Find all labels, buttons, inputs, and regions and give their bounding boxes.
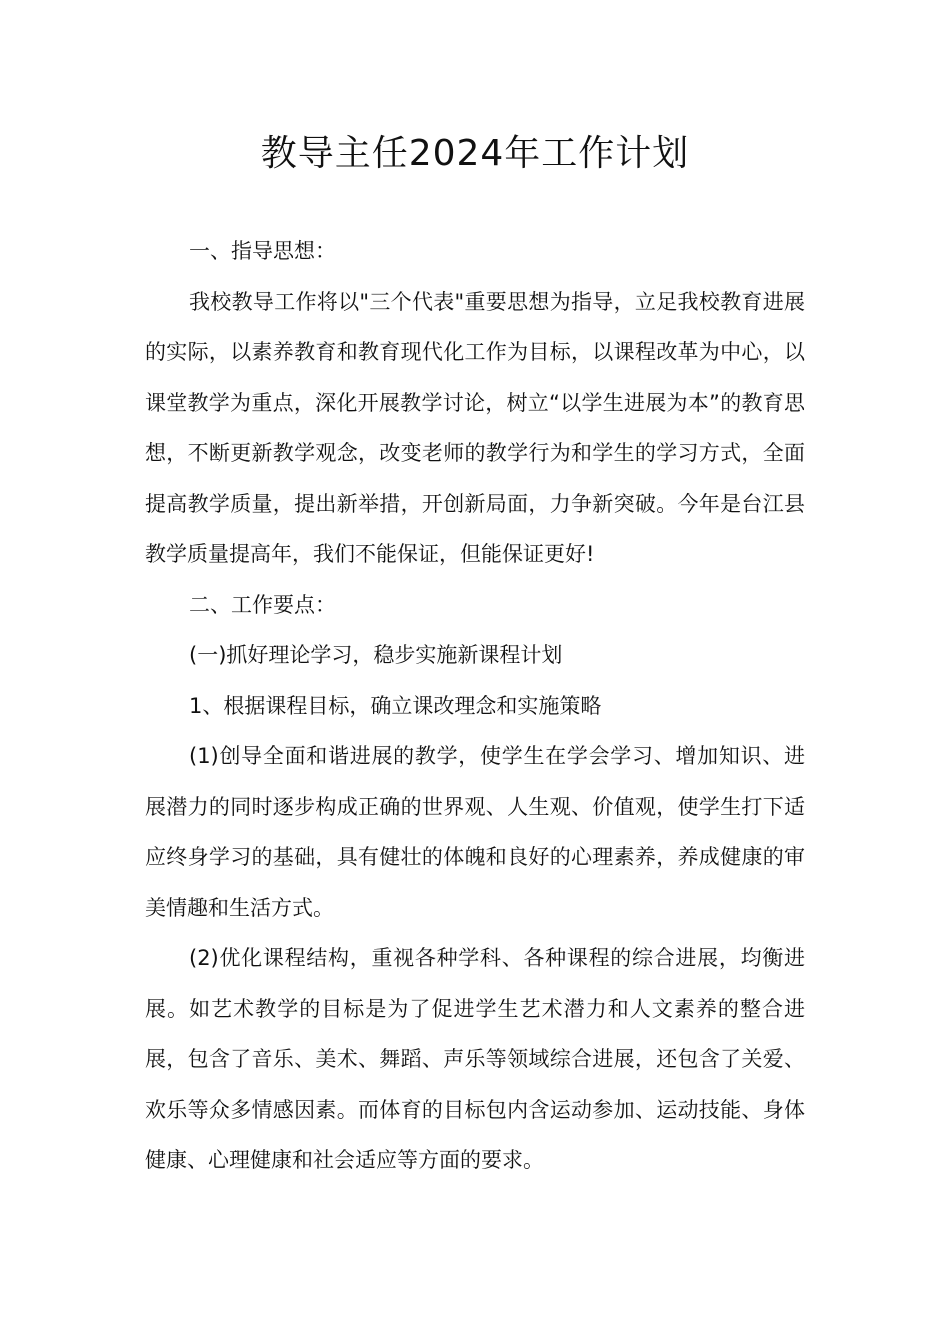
paragraph-guiding-thought: 我校教导工作将以"三个代表"重要思想为指导，立足我校教育进展的实际，以素养教育和教育现代化工作为目标，以课程改革为中心，以课堂教学为重点，深化开展教学讨论，树立“以学生进展为本”的教育思想，不断更新教学观念，改变老师的教学行为和学生的学习方式，全面提高教学质量，提出新举措，开创新局面，力争新突破。今年是台江县教学质量提高年，我们不能保证，但能保证更好!: [145, 289, 805, 566]
section-heading-work-points: 二、工作要点：: [189, 592, 336, 617]
document-body: [145, 226, 805, 1186]
document-title: 教导主任2024年工作计划: [260, 133, 690, 174]
paragraph-item-1: (1)创导全面和谐进展的教学，使学生在学会学习、增加知识、进展潜力的同时逐步构成正确的世界观、人生观、价值观，使学生打下适应终身学习的基础，具有健壮的体魄和良好的心理素养，养成健康的审美情趣和生活方式。: [145, 744, 805, 920]
paragraph-item-2: (2)优化课程结构，重视各种学科、各种课程的综合进展，均衡进展。如艺术教学的目标是为了促进学生艺术潜力和人文素养的整合进展，包含了音乐、美术、舞蹈、声乐等领域综合进展，还包含了关爱、欢乐等众多情感因素。而体育的目标包内含运动参加、运动技能、身体健康、心理健康和社会适应等方面的要求。: [145, 946, 805, 1172]
subsection-heading-theory-study: (一)抓好理论学习，稳步实施新课程计划: [189, 643, 563, 667]
item-heading-course-goals: 1、根据课程目标，确立课改理念和实施策略: [189, 693, 602, 718]
section-heading-guiding-thought: 一、指导思想：: [189, 239, 336, 263]
